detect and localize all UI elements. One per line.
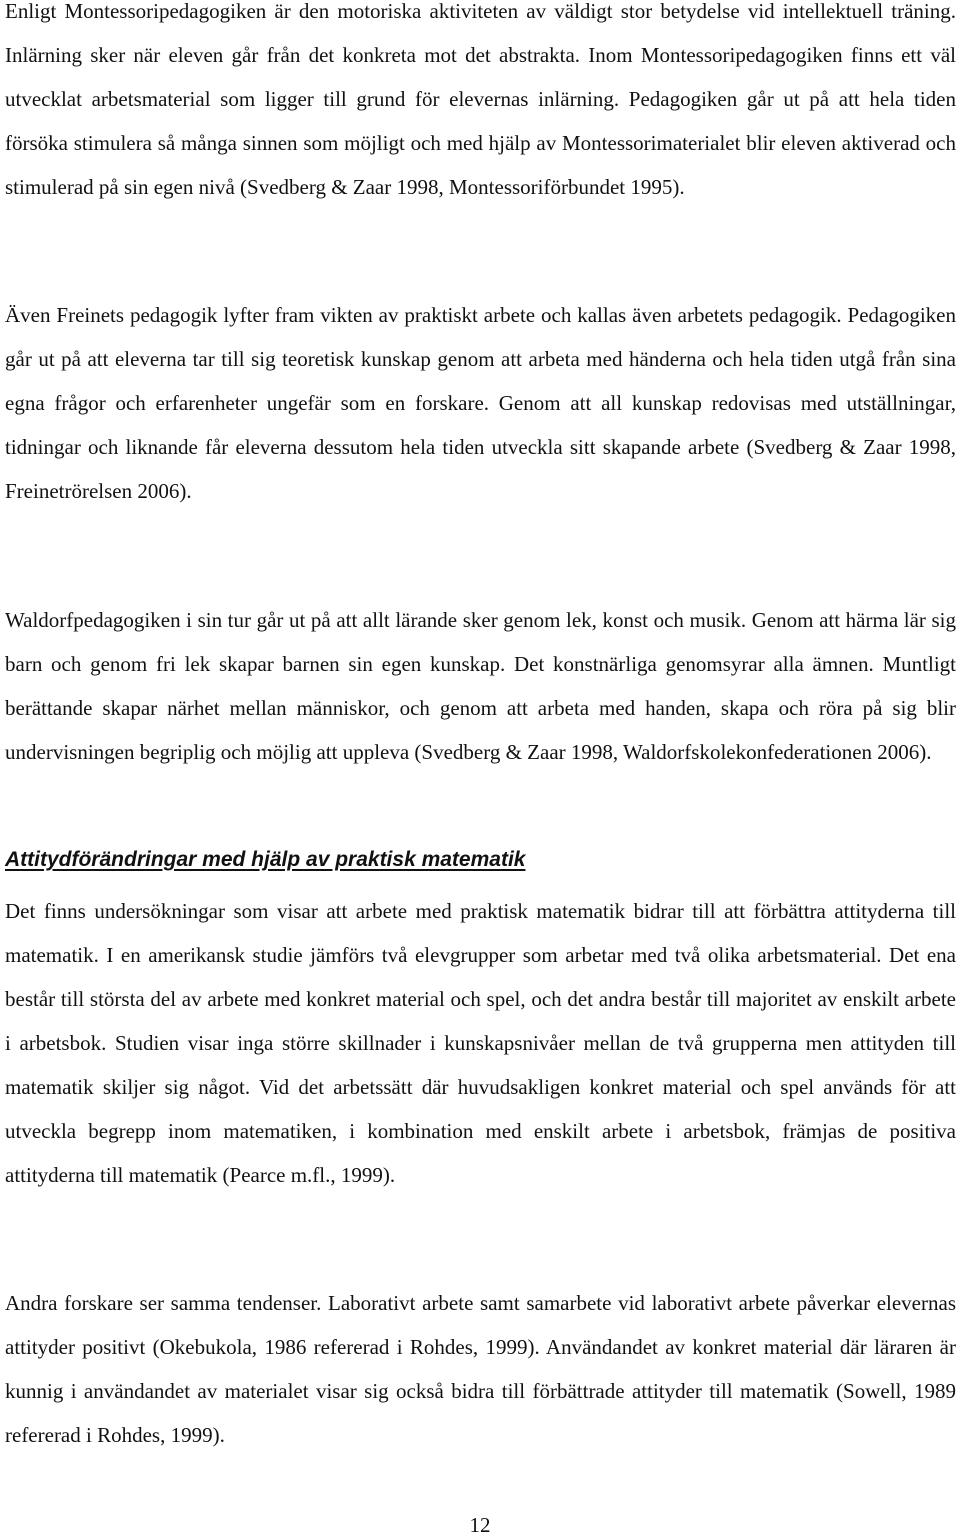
- page-number: 12: [469, 1513, 491, 1537]
- paragraph-freinet: Även Freinets pedagogik lyfter fram vikten av praktiskt arbete och kallas även arbetets pedagogik. Pedagogiken går ut på att eleverna tar till sig teoretisk kunskap genom att arbeta med händerna och hela tiden utgå från sina egna frågor och erfarenheter ungefär som en forskare. Genom att all kunskap redovisas med utställningar, tidningar och liknande får eleverna dessutom hela tiden utveckla sitt skapande arbete (Svedberg & Zaar 1998, Freinetrörelsen 2006).: [5, 303, 956, 503]
- paragraph-other-researchers: Andra forskare ser samma tendenser. Laborativt arbete samt samarbete vid laborativt arbete påverkar elevernas attityder positivt (Okebukola, 1986 refererad i Rohdes, 1999). Användandet av konkret material där läraren är kunnig i användandet av materialet visar sig också bidra till förbättrade attityder till matematik (Sowell, 1989 refererad i Rohdes, 1999).: [5, 1291, 956, 1447]
- paragraph-montessori: Enligt Montessoripedagogiken är den motoriska aktiviteten av väldigt stor betydelse vid intellektuell träning. Inlärning sker när eleven går från det konkreta mot det abstrakta. Inom Montessoripedagogiken finns ett väl utvecklat arbetsmaterial som ligger till grund för elevernas inlärning. Pedagogiken går ut på att hela tiden försöka stimulera så många sinnen som möjligt och med hjälp av Montessorimaterialet blir eleven aktiverad och stimulerad på sin egen nivå (Svedberg & Zaar 1998, Montessoriförbundet 1995).: [5, 0, 956, 199]
- paragraph-attitude-study: Det finns undersökningar som visar att arbete med praktisk matematik bidrar till att förbättra attityderna till matematik. I en amerikansk studie jämförs två elevgrupper som arbetar med två olika arbetsmaterial. Det ena består till största del av arbete med konkret material och spel, och det andra består till majoritet av enskilt arbete i arbetsbok. Studien visar inga större skillnader i kunskapsnivåer mellan de två grupperna men attityden till matematik skiljer sig något. Vid det arbetssätt där huvudsakligen konkret material och spel används för att utveckla begrepp inom matematiken, i kombination med enskilt arbete i arbetsbok, främjas de positiva attityderna till matematik (Pearce m.fl., 1999).: [5, 899, 956, 1187]
- section-heading: Attitydförändringar med hjälp av praktisk matematik: [5, 848, 526, 871]
- paragraph-waldorf: Waldorfpedagogiken i sin tur går ut på att allt lärande sker genom lek, konst och musik. Genom att härma lär sig barn och genom fri lek skapar barnen sin egen kunskap. Det konstnärliga genomsyrar alla ämnen. Muntligt berättande skapar närhet mellan människor, och genom att arbeta med handen, skapa och röra på sig blir undervisningen begriplig och möjlig att uppleva (Svedberg & Zaar 1998, Waldorfskolekonfederationen 2006).: [5, 608, 956, 764]
